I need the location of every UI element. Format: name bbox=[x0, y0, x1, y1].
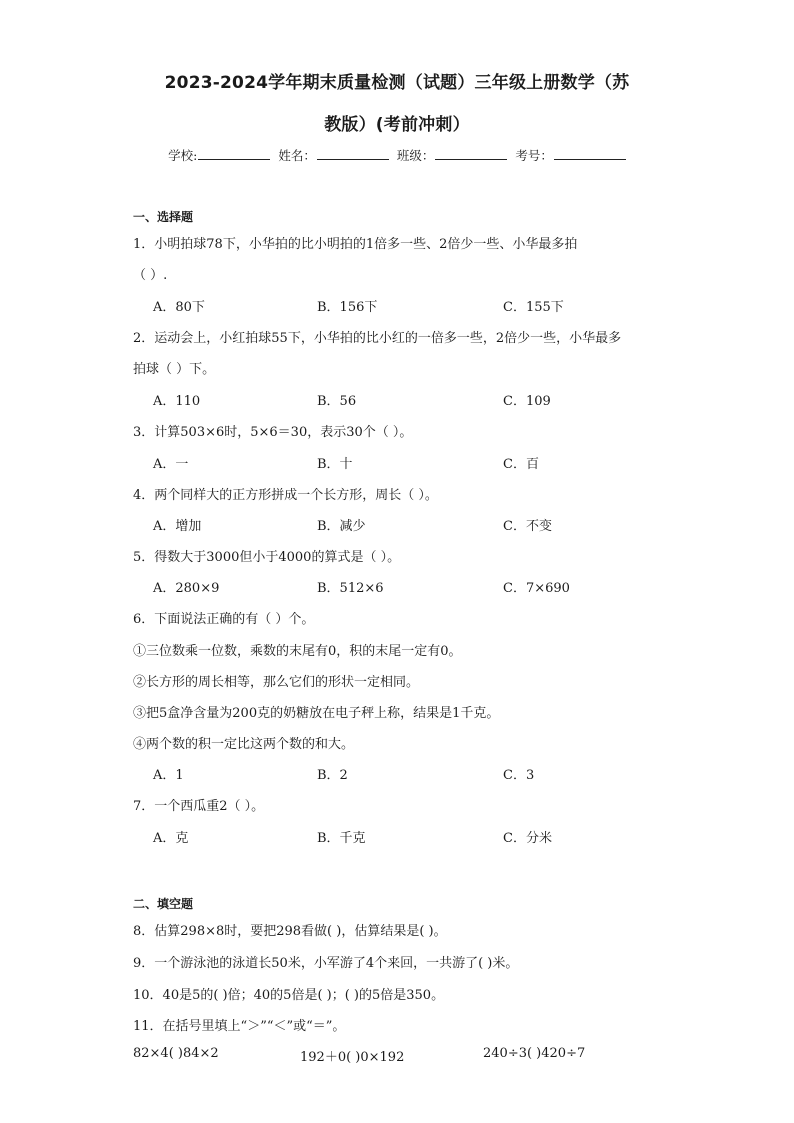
name-field[interactable] bbox=[278, 146, 389, 164]
question-4-option-c[interactable]: C．不变 bbox=[503, 519, 552, 534]
question-7-option-c[interactable]: C．分米 bbox=[503, 831, 552, 846]
question-2-text: 2．运动会上，小红拍球55下，小华拍的比小红的一倍多一些，2倍少一些，小华最多 bbox=[133, 331, 622, 346]
question-7-option-b[interactable]: B．千克 bbox=[317, 831, 366, 846]
school-field[interactable] bbox=[168, 146, 270, 164]
question-5-text: 5．得数大于3000但小于4000的算式是（ ）。 bbox=[133, 550, 401, 565]
name-blank[interactable] bbox=[317, 147, 389, 160]
question-1-text-cont: （ ）. bbox=[133, 268, 168, 283]
question-1-option-a[interactable]: A．80下 bbox=[153, 300, 205, 315]
number-label: 考号： bbox=[515, 148, 553, 163]
question-6-option-c[interactable]: C．3 bbox=[503, 768, 535, 783]
question-2-option-c[interactable]: C．109 bbox=[503, 394, 551, 409]
question-11-expression-2[interactable]: 192＋0( )0×192 bbox=[300, 1050, 405, 1065]
question-6-statement-3: ③把5盒净含量为200克的奶糖放在电子秤上称，结果是1千克。 bbox=[133, 706, 500, 721]
question-3-option-a[interactable]: A．一 bbox=[153, 457, 189, 472]
question-2-text-cont: 拍球（ ）下。 bbox=[133, 362, 216, 377]
school-blank[interactable] bbox=[198, 147, 270, 160]
question-3-text: 3．计算503×6时，5×6＝30，表示30个（ ）。 bbox=[133, 425, 413, 440]
section-fill-heading: 二、填空题 bbox=[133, 897, 194, 911]
question-3-option-b[interactable]: B．十 bbox=[317, 457, 353, 472]
class-label: 班级： bbox=[396, 148, 435, 163]
question-8-text: 8．估算298×8时，要把298看做( )，估算结果是( )。 bbox=[133, 924, 447, 939]
question-7-text: 7．一个西瓜重2（ ）。 bbox=[133, 799, 265, 814]
question-6-text: 6．下面说法正确的有（ ）个。 bbox=[133, 612, 315, 627]
section-choice-heading: 一、选择题 bbox=[133, 210, 194, 224]
number-blank[interactable] bbox=[554, 147, 626, 160]
question-6-statement-4: ④两个数的积一定比这两个数的和大。 bbox=[133, 737, 355, 752]
question-3-option-c[interactable]: C．百 bbox=[503, 457, 539, 472]
question-9-text: 9．一个游泳池的泳道长50米，小军游了4个来回，一共游了( )米。 bbox=[133, 956, 519, 971]
question-5-option-c[interactable]: C．7×690 bbox=[503, 581, 570, 596]
exam-title-line-2: 教版）(考前冲刺） bbox=[324, 115, 470, 135]
question-2-option-a[interactable]: A．110 bbox=[153, 394, 201, 409]
question-6-option-b[interactable]: B．2 bbox=[317, 768, 348, 783]
class-field[interactable] bbox=[397, 146, 508, 164]
exam-title-line-1: 2023-2024学年期末质量检测（试题）三年级上册数学（苏 bbox=[164, 73, 630, 93]
name-label: 姓名： bbox=[278, 148, 316, 163]
school-label: 学校: bbox=[168, 148, 198, 163]
question-6-statement-2: ②长方形的周长相等，那么它们的形状一定相同。 bbox=[133, 675, 420, 690]
question-1-option-c[interactable]: C．155下 bbox=[503, 300, 564, 315]
question-7-option-a[interactable]: A．克 bbox=[153, 831, 189, 846]
question-5-option-b[interactable]: B．512×6 bbox=[317, 581, 384, 596]
question-6-statement-1: ①三位数乘一位数，乘数的末尾有0，积的末尾一定有0。 bbox=[133, 644, 462, 659]
student-info-row bbox=[0, 146, 794, 164]
question-11-expression-3[interactable]: 240÷3( )420÷7 bbox=[483, 1046, 586, 1061]
question-4-option-b[interactable]: B．减少 bbox=[317, 519, 366, 534]
question-11-expression-1[interactable]: 82×4( )84×2 bbox=[133, 1046, 219, 1061]
question-1-text: 1．小明拍球78下，小华拍的比小明拍的1倍多一些、2倍少一些、小华最多拍 bbox=[133, 237, 578, 252]
question-2-option-b[interactable]: B．56 bbox=[317, 394, 357, 409]
question-4-text: 4．两个同样大的正方形拼成一个长方形，周长（ ）。 bbox=[133, 488, 438, 503]
question-10-text: 10．40是5的( )倍；40的5倍是( )；( )的5倍是350。 bbox=[133, 988, 445, 1003]
question-11-text: 11．在括号里填上“＞”“＜”或“＝”。 bbox=[133, 1019, 346, 1034]
question-6-option-a[interactable]: A．1 bbox=[153, 768, 184, 783]
question-4-option-a[interactable]: A．增加 bbox=[153, 519, 202, 534]
question-1-option-b[interactable]: B．156下 bbox=[317, 300, 378, 315]
number-field[interactable] bbox=[515, 146, 626, 164]
question-5-option-a[interactable]: A．280×9 bbox=[153, 581, 220, 596]
class-blank[interactable] bbox=[435, 147, 507, 160]
